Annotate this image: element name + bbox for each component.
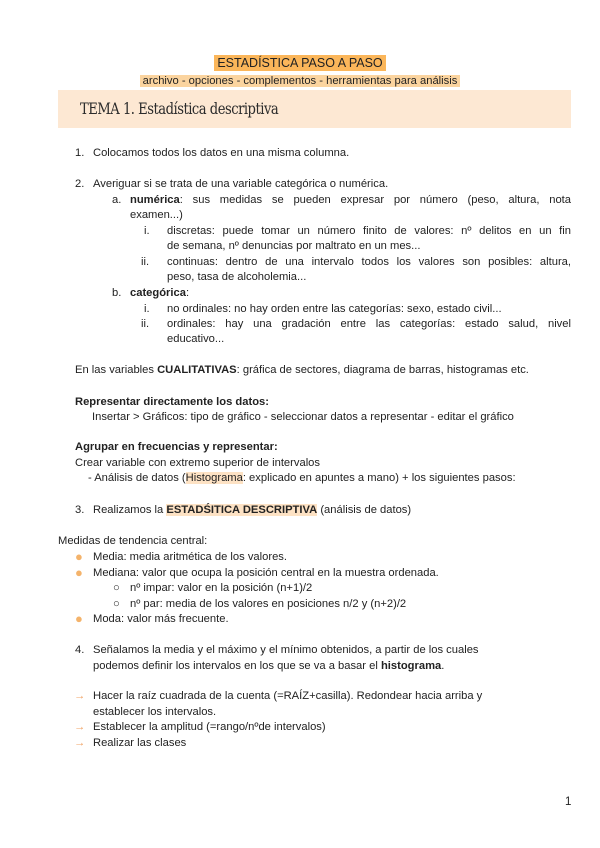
step-4-line-2: podemos definir los intervalos en los que se va a basar el histograma. [93, 660, 445, 672]
arrow-icon: → [74, 721, 86, 733]
arrow-icon: → [74, 690, 86, 702]
bullet-icon: ● [75, 611, 83, 626]
moda-item: Moda: valor más frecuente. [93, 613, 229, 625]
arrow-icon: → [74, 737, 86, 749]
step-2a-marker: a. [112, 194, 122, 206]
step-2b-marker: b. [112, 287, 122, 299]
step-2a-ii-marker: ii. [141, 256, 150, 268]
document-title-text: ESTADÍSTICA PASO A PASO [214, 55, 385, 71]
categorica-label: categórica [130, 287, 186, 299]
step-2a-line-1 [130, 194, 571, 209]
cualitativas-bold: CUALITATIVAS [157, 364, 237, 376]
step-3-number: 3. [75, 504, 85, 516]
circle-bullet-icon: ○ [113, 582, 120, 594]
numerica-description: : sus medidas se pueden expresar por número (peso, altura, nota [179, 194, 571, 206]
step-2a-i-marker: i. [144, 225, 150, 237]
cualitativas-paragraph: En las variables CUALITATIVAS: gráfica de sectores, diagrama de barras, histogramas etc. [75, 364, 529, 376]
arrow-item-1-line-2: establecer los intervalos. [93, 706, 217, 718]
agrupar-line-1: Crear variable con extremo superior de intervalos [75, 457, 320, 469]
step-2a-line-2: examen...) [130, 209, 183, 221]
histograma-bold: histograma [380, 660, 442, 672]
document-title [0, 56, 600, 70]
step-3-text: Realizamos la ESTADŚITICA DESCRIPTIVA (análisis de datos) [93, 504, 412, 516]
section-title: TEMA 1. Estadística descriptiva [80, 99, 279, 118]
page-number: 1 [565, 796, 572, 808]
step-1-text: Colocamos todos los datos en una misma columna. [93, 147, 350, 159]
step-2a-i-line-2: de semana, nº denuncias por maltrato en un mes... [167, 240, 421, 252]
arrow-item-3: Realizar las clases [93, 737, 187, 749]
par-item: nº par: media de los valores en posiciones n/2 y (n+2)/2 [130, 598, 407, 610]
impar-item: nº impar: valor en la posición (n+1)/2 [130, 582, 313, 594]
step-2b-line: categórica: [130, 287, 190, 299]
step-2a-ii-line-1: continuas: dentro de una intervalo todos los valores son posibles: altura, [167, 256, 571, 268]
arrow-item-2: Establecer la amplitud (=rango/nºde intervalos) [93, 721, 326, 733]
bullet-icon: ● [75, 565, 83, 580]
step-2b-ii-marker: ii. [141, 318, 150, 330]
step-2b-ii-line-2: educativo... [167, 333, 225, 345]
mediana-item: Mediana: valor que ocupa la posición central en la muestra ordenada. [93, 567, 439, 579]
step-1-number: 1. [75, 147, 85, 159]
agrupar-line-2: - Análisis de datos (Histograma: explicado en apuntes a mano) + los siguientes pasos: [88, 472, 516, 484]
agrupar-heading: Agrupar en frecuencias y representar: [75, 441, 278, 453]
arrow-item-1-line-1: Hacer la raíz cuadrada de la cuenta (=RAÍZ+casilla). Redondear hacia arriba y [93, 690, 483, 702]
bullet-icon: ● [75, 549, 83, 564]
media-item: Media: media aritmética de los valores. [93, 551, 288, 563]
step-2-text: Averiguar si se trata de una variable categórica o numérica. [93, 178, 389, 190]
representar-text: Insertar > Gráficos: tipo de gráfico - seleccionar datos a representar - editar el gráfico [92, 411, 514, 423]
step-2b-i-line-1: no ordinales: no hay orden entre las categorías: sexo, estado civil... [167, 303, 502, 315]
circle-bullet-icon: ○ [113, 598, 120, 610]
step-4-number: 4. [75, 644, 85, 656]
step-2b-ii-line-1: ordinales: hay una gradación entre las categorías: estado salud, nivel [167, 318, 571, 330]
step-2b-i-marker: i. [144, 303, 150, 315]
step-2a-ii-line-2: peso, tasa de alcoholemia... [167, 271, 307, 283]
document-subtitle [0, 75, 600, 87]
document-subtitle-text: archivo - opciones - complementos - herramientas para análisis [140, 75, 461, 87]
estadistica-descriptiva-highlight: ESTADŚITICA DESCRIPTIVA [166, 504, 318, 516]
histograma-highlight: Histograma [185, 472, 243, 484]
section-header-band [58, 90, 571, 128]
step-2-number: 2. [75, 178, 85, 190]
step-4-line-1: Señalamos la media y el máximo y el mínimo obtenidos, a partir de los cuales [93, 644, 479, 656]
numerica-label: numérica [130, 194, 180, 206]
tendencia-heading: Medidas de tendencia central: [58, 535, 208, 547]
representar-heading: Representar directamente los datos: [75, 396, 269, 408]
step-2a-i-line-1: discretas: puede tomar un número finito de valores: nº delitos en un fin [167, 225, 571, 237]
